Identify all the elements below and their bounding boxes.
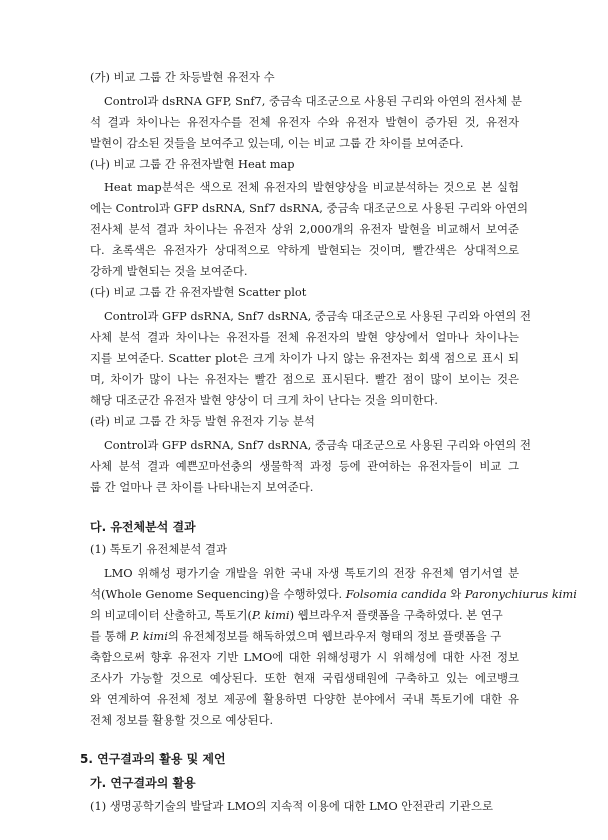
paragraph-line: Control과 GFP dsRNA, Snf7 dsRNA, 중금속 대조군으로 사용된 구리와 아연의 전 bbox=[104, 438, 532, 452]
paragraph-line: 조사가 가능할 것으로 예상된다. 또한 현재 국립생태원에 구축하고 있는 에코뱅크 bbox=[90, 671, 519, 685]
chapter-heading: 5. 연구결과의 활용 및 제언 bbox=[80, 752, 226, 766]
paragraph-line bbox=[90, 608, 503, 622]
paragraph-line: 에는 Control과 GFP dsRNA, Snf7 dsRNA, 중금속 대조군으로 사용된 구리와 아연의 bbox=[90, 201, 529, 215]
paragraph-line bbox=[90, 587, 577, 601]
text-run: 석(Whole Genome Sequencing)을 수행하였다. bbox=[90, 587, 346, 601]
text-run: 의 유전체정보를 해독하였으며 웹브라우저 형태의 정보 플랫폼을 구 bbox=[167, 629, 502, 643]
section-ra-heading: (라) 비교 그룹 간 차등 발현 유전자 기능 분석 bbox=[90, 414, 315, 428]
species-name: Paronychiurus kimi bbox=[464, 587, 577, 601]
paragraph-line: 축함으로써 향후 유전자 기반 LMO에 대한 위해성평가 시 위해성에 대한 사전 정보 bbox=[90, 650, 519, 664]
species-name: P. kimi bbox=[251, 608, 290, 622]
paragraph-line: 강하게 발현되는 것을 보여준다. bbox=[90, 264, 248, 278]
species-name: P. kimi bbox=[130, 629, 168, 643]
text-run: 를 통해 bbox=[90, 629, 131, 643]
section-da-heading: (다) 비교 그룹 간 유전자발현 Scatter plot bbox=[90, 285, 307, 299]
paragraph-line: Control과 dsRNA GFP, Snf7, 중금속 대조군으로 사용된 구리와 아연의 전사체 분 bbox=[104, 94, 522, 108]
paragraph-line: 며, 차이가 많이 나는 유전자는 빨간 점으로 표시된다. 빨간 점이 많이 보이는 것은 bbox=[90, 372, 519, 386]
species-name: Folsomia candida bbox=[345, 587, 447, 601]
paragraph-line: 와 연계하여 유전체 정보 제공에 활용하면 다양한 분야에서 국내 톡토기에 대한 유 bbox=[90, 692, 519, 706]
paragraph-line: 석 결과 차이나는 유전자수를 전체 유전자 수와 유전자 발현이 증가된 것, 유전자 bbox=[90, 115, 519, 129]
paragraph-line: (1) 생명공학기술의 발달과 LMO의 지속적 이용에 대한 LMO 안전관리 기관으로 bbox=[90, 799, 493, 813]
paragraph-line: 발현이 감소된 것들을 보여주고 있는데, 이는 비교 그룹 간 차이를 보여준다. bbox=[90, 136, 464, 150]
subsection-heading: (1) 톡토기 유전체분석 결과 bbox=[90, 542, 228, 556]
paragraph-line: 해당 대조군간 유전자 발현 양상이 더 크게 차이 난다는 것을 의미한다. bbox=[90, 393, 438, 407]
paragraph-line: 사체 분석 결과 차이나는 유전자를 전체 유전자의 발현 양상에서 얼마나 차이나는 bbox=[90, 330, 519, 344]
paragraph-line: 룹 간 얼마나 큰 차이를 나타내는지 보여준다. bbox=[90, 480, 314, 494]
section-heading: 가. 연구결과의 활용 bbox=[90, 776, 196, 790]
text-run: 와 bbox=[446, 587, 465, 601]
paragraph-line: LMO 위해성 평가기술 개발을 위한 국내 자생 톡토기의 전장 유전체 염기서열 분 bbox=[104, 566, 519, 580]
section-na-heading: (나) 비교 그룹 간 유전자발현 Heat map bbox=[90, 157, 295, 171]
paragraph-line: 사체 분석 결과 예쁜꼬마선충의 생물학적 과정 등에 관여하는 유전자들이 비교 그 bbox=[90, 459, 519, 473]
paragraph-line: Heat map분석은 색으로 전체 유전자의 발현양상을 비교분석하는 것으로 본 실험 bbox=[104, 180, 519, 194]
paragraph-line: 전체 정보를 활용할 것으로 예상된다. bbox=[90, 713, 274, 727]
paragraph-line: 전사체 분석 결과 차이나는 유전자 상위 2,000개의 유전자 발현을 비교해서 보여준 bbox=[90, 222, 519, 236]
text-run: 의 비교데이터 산출하고, 톡토기( bbox=[90, 608, 252, 622]
paragraph-line: Control과 GFP dsRNA, Snf7 dsRNA, 중금속 대조군으로 사용된 구리와 아연의 전 bbox=[104, 309, 532, 323]
paragraph-line bbox=[90, 629, 501, 643]
section-heading: 다. 유전체분석 결과 bbox=[90, 520, 196, 534]
section-ga-heading: (가) 비교 그룹 간 차등발현 유전자 수 bbox=[90, 70, 275, 84]
text-run: ) 웹브라우저 플랫폼을 구축하였다. 본 연구 bbox=[289, 608, 503, 622]
paragraph-line: 지를 보여준다. Scatter plot은 크게 차이가 나지 않는 유전자는 회색 점으로 표시 되 bbox=[90, 351, 519, 365]
paragraph-line: 다. 초록색은 유전자가 상대적으로 약하게 발현되는 것이며, 빨간색은 상대적으로 bbox=[90, 243, 519, 257]
